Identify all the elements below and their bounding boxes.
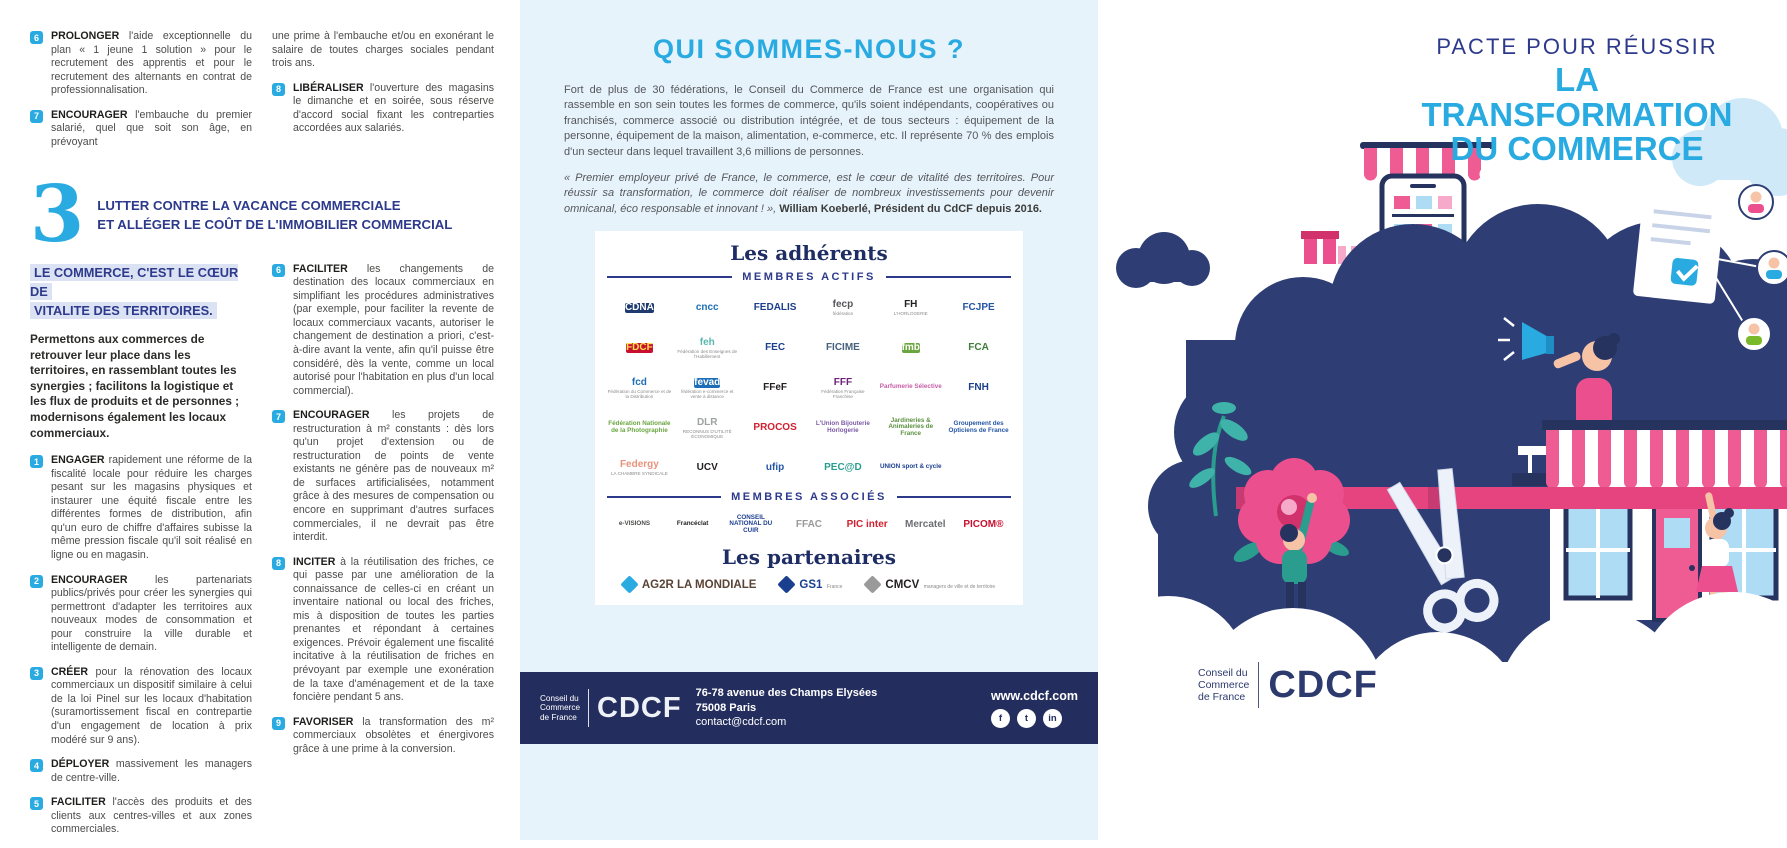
- associate-member-logo: CONSEIL NATIONAL DU CUIR: [729, 513, 773, 534]
- associate-member-logo: FFAC: [795, 518, 823, 530]
- avatar-circle: [1737, 317, 1771, 351]
- president-quote: « Premier employeur privé de France, le commerce, est le cœur de vitalité des territoires. Pour réussir sa transformation, le commerce doit réaliser de nombreux investissements pour devenir omnicanal, éco responsable et innovant ! », William Koeberlé, Président du CdCF depuis 2016.: [564, 171, 1054, 215]
- member-logo: Fédération Nationale de la Photographie: [608, 420, 671, 434]
- member-logo: FEDALIS: [753, 301, 797, 313]
- avatar-circle: [1757, 251, 1787, 285]
- associate-member-logo: PICOM®: [963, 518, 1004, 530]
- action-item: [30, 109, 252, 150]
- partner-logo: CMCV managers de ville et de territoire: [866, 575, 995, 593]
- section3-col1: [30, 263, 252, 848]
- action-number-badge: 9: [272, 717, 285, 730]
- contact-email[interactable]: contact@cdcf.com: [695, 716, 787, 729]
- avatar-circle: [1739, 185, 1773, 219]
- divider-line: [607, 496, 721, 497]
- carryover-col1: [30, 30, 252, 160]
- membres-associes-divider: MEMBRES ASSOCIÉS: [607, 491, 1011, 503]
- divider-line: [607, 276, 732, 277]
- carryover-col2: [272, 30, 494, 160]
- associate-member-logo: Francéclat: [676, 520, 709, 528]
- membres-actifs-divider: MEMBRES ACTIFS: [607, 271, 1011, 283]
- divider-line: [897, 496, 1011, 497]
- action-text: INCITER à la réutilisation des friches, ce qui passe par une amélioration de la connaissance de celles-ci en créant un inventaire national ou local des friches, mis à disposition de toutes les parties prenantes et répondant à certaines exigences. Prévoir également une fiscalité incitative à la réutilisation de friches en prévoyant par exemple une exonération de la taxe d'aménagement et de la taxe foncière pendant 5 ans.: [293, 555, 494, 704]
- associate-member-logo: e-VISIONS: [618, 520, 651, 528]
- action-text: DÉPLOYER massivement les managers de centre-ville.: [51, 758, 252, 784]
- footer-bar: [520, 672, 1098, 744]
- action-item: [30, 796, 252, 837]
- cloud-navy-small: [1116, 232, 1210, 288]
- action-item: [272, 82, 494, 136]
- social-icon[interactable]: t: [1017, 709, 1036, 728]
- member-logo: fevad fédération e-commerce et vente à distance: [681, 376, 734, 399]
- action-text: FACILITER l'accès des produits et des clients aux centres-villes et aux zones commerciales.: [51, 796, 252, 836]
- member-logo: UNION sport & cycle: [879, 463, 942, 471]
- website-url[interactable]: www.cdcf.com: [990, 688, 1078, 703]
- middle-panel: [520, 0, 1098, 840]
- cdcf-logo-footer: [540, 689, 682, 727]
- associate-member-logo: PIC inter: [846, 518, 888, 530]
- carryover-continuation: une prime à l'embauche et/ou en exonérant le salaire de toutes charges sociales pendant trois ans.: [272, 30, 494, 70]
- member-logo: FDCF: [626, 341, 653, 353]
- cdcf-acronym: CDCF: [597, 691, 682, 724]
- member-logo: FCA: [968, 341, 989, 353]
- divider-line: [886, 276, 1011, 277]
- member-logo: PROCOS: [753, 421, 797, 433]
- action-text: ENCOURAGER les projets de restructuration à m² constants : dès lors qu'un projet d'extension ou de restructuration de points de vente existants ne génère pas de nouveaux m² de surfaces artificialisées, notamment grâce à des mesures de compensation ou encore en supprimant d'autres surfaces commerciales, il ne devrait pas être interdit.: [293, 409, 494, 544]
- action-number-badge: 6: [30, 31, 43, 44]
- member-logo: FICIME: [825, 341, 860, 353]
- social-icon[interactable]: in: [1043, 709, 1062, 728]
- member-logo: FFF Fédération Française Franchise: [821, 376, 865, 399]
- action-text: ENGAGER rapidement une réforme de la fiscalité locale pour réduire les charges pesant sur les magasins physiques et instaurer une équité fiscale entre les différentes formes de distribution, afin qu'un euro de chiffre d'affaires subisse la même pression fiscale qu'il soit réalisé en ligne ou en magasin.: [51, 454, 252, 561]
- partner-logo: AG2R LA MONDIALE: [623, 575, 757, 593]
- adherents-title: Les adhérents: [730, 241, 888, 266]
- action-item: [272, 556, 494, 705]
- member-logo: PEC@D: [824, 461, 862, 473]
- member-logo: fmb: [901, 341, 920, 353]
- action-number-badge: 8: [272, 83, 285, 96]
- member-logo: UCV: [696, 461, 718, 473]
- cover-title-main: LA TRANSFORMATION DU COMMERCE: [1421, 61, 1733, 168]
- partner-logo-icon: [620, 575, 638, 593]
- partenaires-row: [607, 575, 1011, 593]
- member-logo: Federgy LA CHAMBRE SYNDICALE: [610, 459, 668, 477]
- social-icons: [991, 709, 1078, 728]
- storefront: [1542, 420, 1787, 620]
- partenaires-title: Les partenaires: [721, 545, 897, 570]
- lead-paragraph: Permettons aux commerces de retrouver leur place dans les territoires, en rassemblant toutes les synergies ; facilitons la logistique et les flux de produits et de personnes ; modernisons également les locaux commerciaux.: [30, 332, 240, 440]
- cdcf-logo-divider: [588, 689, 589, 727]
- highlight-statement: LE COMMERCE, C'EST LE CŒUR DE VITALITE DES TERRITOIRES.: [30, 264, 239, 319]
- action-item: [30, 454, 252, 562]
- member-logo: FH L'HORLOGERIE: [893, 299, 928, 317]
- action-item: [272, 263, 494, 398]
- action-number-badge: 1: [30, 455, 43, 468]
- action-item: [30, 30, 252, 98]
- member-logo: cncc: [695, 301, 719, 313]
- cdcf-acronym: CDCF: [1268, 663, 1378, 706]
- membres-actifs-grid: [607, 289, 1011, 487]
- action-item: [272, 409, 494, 544]
- action-item: [30, 574, 252, 655]
- member-logo: Parfumerie Sélective: [879, 383, 942, 391]
- action-number-badge: 7: [272, 410, 285, 423]
- points-col2: [272, 263, 494, 848]
- action-number-badge: 5: [30, 797, 43, 810]
- social-icon[interactable]: f: [991, 709, 1010, 728]
- section3-header: [30, 169, 494, 261]
- action-text: ENCOURAGER l'embauche du premier salarié, quel que soit son âge, en prévoyant: [51, 108, 252, 148]
- action-number-badge: 3: [30, 667, 43, 680]
- member-logo: FNH: [968, 381, 989, 393]
- member-logo: feh Fédération des Enseignes de l'Habillement: [677, 336, 738, 359]
- cover-title-kicker: PACTE POUR RÉUSSIR: [1436, 34, 1718, 59]
- action-number-badge: 8: [272, 557, 285, 570]
- member-logo: Groupement des Opticiens de France: [948, 420, 1009, 434]
- adherents-card: [595, 231, 1023, 605]
- partner-logo-icon: [864, 575, 882, 593]
- action-number-badge: 4: [30, 759, 43, 772]
- partner-logo-icon: [778, 575, 796, 593]
- member-logo: L'Union Bijouterie Horlogerie: [815, 420, 870, 434]
- member-logo: FFeF: [763, 381, 788, 393]
- section-title: LUTTER CONTRE LA VACANCE COMMERCIALE ET ALLÉGER LE COÛT DE L'IMMOBILIER COMMERCIAL: [97, 198, 453, 232]
- website-social-block: [991, 689, 1078, 728]
- associate-member-logo: Mercatel: [904, 518, 946, 530]
- cdcf-logo-text: Conseil du Commerce de France: [1198, 666, 1250, 704]
- action-number-badge: 2: [30, 575, 43, 588]
- right-panel: [1098, 0, 1787, 840]
- action-text: FACILITER les changements de destination des locaux commerciaux en simplifiant les procédures administratives (par exemple, pour faciliter la revente de locaux commerciaux vacants, autoriser le changement de destination a priori, c'est-à-dire avant la vente, afin qu'il puisse être considéré, dès la vente, comme un local autorisé pour l'habitation en plus d'un local commercial).: [293, 262, 494, 397]
- action-text: FAVORISER la transformation des m² commerciaux obsolètes et énergivores grâce à une prime à la conversion.: [293, 715, 494, 755]
- member-logo: FCJPE: [962, 301, 995, 313]
- cdcf-logo-cover: [1198, 662, 1378, 708]
- action-text: LIBÉRALISER l'ouverture des magasins le dimanche et en soirée, sous réserve d'accord social fixant les contreparties accordées aux salariés.: [293, 81, 495, 135]
- carryover-columns: [30, 30, 494, 160]
- contact-address: 76-78 avenue des Champs Elysées 75008 Paris contact@cdcf.com: [696, 686, 977, 731]
- action-item: [272, 716, 494, 757]
- member-logo: fcd Fédération du Commerce et de la Distribution: [607, 376, 672, 399]
- carryover-col2-items: [272, 82, 494, 136]
- action-text: CRÉER pour la rénovation des locaux commerciaux un dispositif similaire à celui de la loi Pinel sur les locaux d'habitation (suramortissement fiscal en contrepartie d'un engagement de location à prix modéré sur 9 ans).: [51, 665, 252, 746]
- member-logo: Jardineries & Animaleries de France: [888, 416, 934, 437]
- quote-attribution: William Koeberlé, Président du CdCF depuis 2016.: [779, 202, 1042, 215]
- action-number-badge: 6: [272, 264, 285, 277]
- cover-title: [1407, 34, 1747, 167]
- cdcf-logo-text: Conseil du Commerce de France: [540, 693, 581, 722]
- partner-logo: GS1 France: [780, 575, 842, 593]
- cdcf-logo-divider: [1258, 662, 1259, 708]
- action-text: ENCOURAGER les partenariats publics/privés pour créer les synergies qui permettront d'adapter les territoires aux nouveaux modes de consommation et pour construire la ville durable et intelligente de demain.: [51, 573, 252, 654]
- action-item: [30, 666, 252, 747]
- who-are-we-title: QUI SOMMES-NOUS ?: [652, 34, 965, 64]
- member-logo: fecp fédération: [832, 299, 854, 317]
- checklist-document: [1633, 188, 1726, 304]
- who-are-we-intro: Fort de plus de 30 fédérations, le Conseil du Commerce de France est une organisation qui rassemble en son sein toutes les formes de commerce, qu'ils soient indépendants, coopératives ou franchisés, commerce associé ou distribution intégrée, et de tous secteurs : équipement de la personne, équipement de la maison, alimentation, e-commerce, etc. Il représente 70 % des emplois d'un secteur dans lequel travaillent 3,6 millions de personnes.: [564, 84, 1054, 158]
- action-number-badge: 7: [30, 110, 43, 123]
- member-logo: DLR RECONNUS D'UTILITÉ ÉCONOMIQUE: [682, 416, 732, 439]
- member-logo: CDNA: [624, 301, 654, 313]
- action-text: PROLONGER l'aide exceptionnelle du plan « 1 jeune 1 solution » pour le recrutement des apprentis et pour le recrutement des alternants en contrat de professionnalisation.: [51, 30, 252, 97]
- points-col1: [30, 454, 252, 837]
- member-logo: ufip: [765, 461, 785, 473]
- left-panel: [0, 0, 520, 840]
- section-number: 3: [30, 169, 85, 261]
- action-item: [30, 758, 252, 785]
- member-logo: FEC: [765, 341, 786, 353]
- membres-associes-row: [607, 509, 1011, 541]
